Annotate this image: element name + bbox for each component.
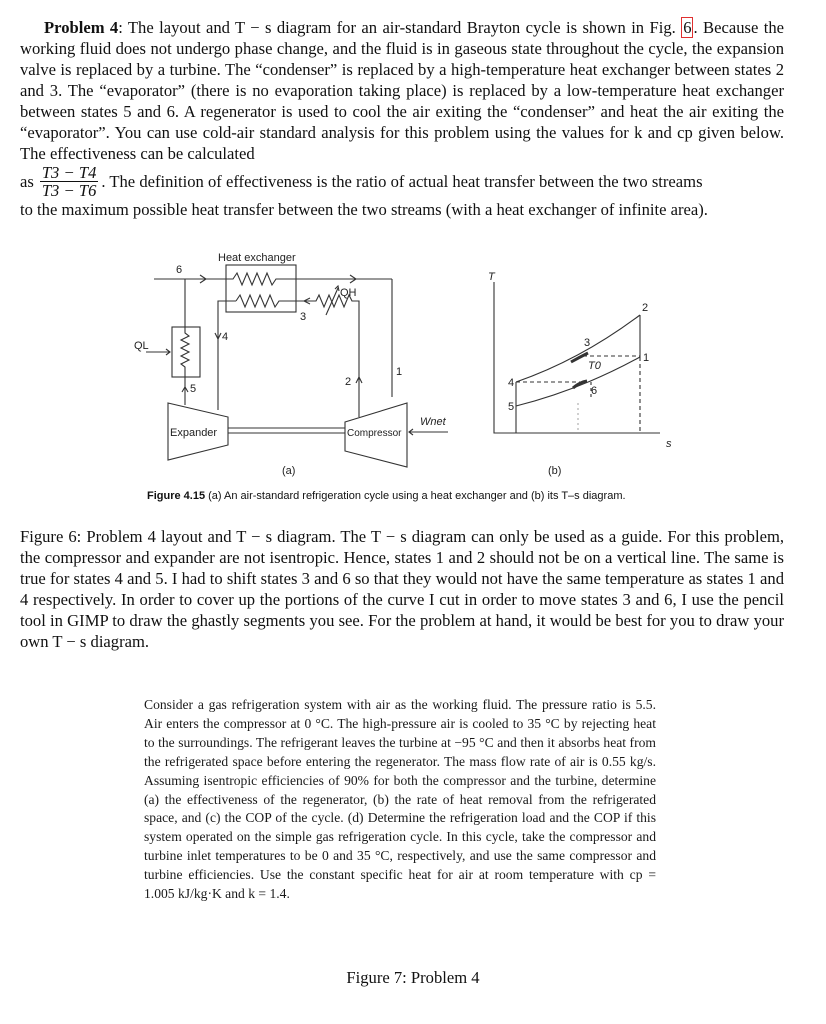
ts-low-pressure-curve	[516, 357, 640, 406]
panel-a-label: (a)	[282, 465, 296, 477]
shaft	[228, 428, 345, 433]
label-s-axis: s	[666, 438, 672, 450]
figure-6-link[interactable]: 6	[683, 18, 692, 37]
ts-state-5: 5	[508, 401, 515, 413]
intro-closing-line: to the maximum possible heat transfer between the two streams (with a heat exchanger of infinite area).	[20, 200, 708, 219]
label-state-5: 5	[190, 383, 197, 395]
label-state-6: 6	[176, 264, 183, 276]
label-expander: Expander	[170, 427, 218, 439]
intro-text-2: . Because the working fluid does not undergo phase change, and the fluid is in gaseous state throughout the cycle, the expansion valve is replaced by a turbine. The “condenser” is replaced by a high-temperature heat exchanger between states 2 and 3. The “evaporator” (there is no evaporation taking place) is replaced by a low-temperature heat exchanger between states 5 and 6. A regenerator is used to cool the air exiting the “condenser” and heat the air exiting the “evaporator”. You can use cold-air standard analysis for this problem using the values for k and cp given below. The effectiveness can be calculated	[20, 18, 784, 163]
caption-text: (a) An air-standard refrigeration cycle using a heat exchanger and (b) its T–s diagram.	[205, 490, 626, 502]
ts-t0-label: T0	[588, 360, 601, 372]
ts-state-4: 4	[508, 377, 515, 389]
effectiveness-formula-line	[20, 164, 784, 199]
intro-text-1: : The layout and T − s diagram for an air-standard Brayton cycle is shown in Fig.	[118, 18, 682, 37]
label-state-3: 3	[300, 311, 307, 323]
ts-state-3: 3	[584, 337, 591, 349]
label-state-4: 4	[222, 331, 229, 343]
label-heat-exchanger: Heat exchanger	[218, 252, 296, 264]
panel-b-label: (b)	[548, 465, 562, 477]
label-qh: QH	[340, 287, 357, 299]
problem-intro	[20, 17, 784, 220]
problem-intro-paragraph	[20, 17, 784, 164]
fraction-denominator: T3 − T6	[41, 181, 97, 200]
qh-coil	[306, 295, 359, 417]
ql-box	[172, 327, 200, 377]
problem-statement-text: Consider a gas refrigeration system with air as the working fluid. The pressure ratio is 5.5. Air enters the compressor at 0 °C. The high-pressure air is cooled to 35 °C by rejecting heat to the surroundings. The refrigerant leaves the turbine at −95 °C and then it absorbs heat from the refrigerated space before entering the regenerator. The mass flow rate of air is 0.55 kg/s. Assuming isentropic efficiencies of 90% for both the compressor and the turbine, determine (a) the effectiveness of the regenerator, (b) the rate of heat removal from the refrigerated space, and (c) the COP of the cycle. (d) Determine the refrigeration load and the COP if this system operated on the simple gas refrigeration cycle. In this cycle, take the compressor and turbine inlet temperatures to be 0 and 35 °C, respectively, and use the same compressor and turbine efficiencies. Use the constant specific heat for air at room temperature with cp = 1.005 kJ/kg·K and k = 1.4.	[144, 697, 656, 902]
label-t-axis: T	[488, 271, 495, 283]
label-state-1: 1	[396, 366, 403, 378]
ts-state-2: 2	[642, 302, 649, 314]
figure-6-caption-text: Figure 6: Problem 4 layout and T − s diagram. The T − s diagram can only be used as a guide. For this problem, the compressor and expander are not isentropic. Hence, states 1 and 2 should not be on a vertical line. The same is true for states 4 and 5. I had to shift states 3 and 6 so that they would not have the same temperature as states 1 and 4 respectively. In order to cover up the portions of the curve I cut in order to move states 3 and 6, I use the pencil tool in GIMP to draw the ghastly segments you see. For the problem at hand, it would be best for you to draw your own T − s diagram.	[20, 527, 784, 651]
caption-number: Figure 4.15	[147, 490, 206, 502]
cycle-diagram	[130, 245, 690, 490]
problem-heading: Problem 4	[44, 18, 119, 37]
effectiveness-fraction	[40, 164, 99, 199]
figure-6-caption	[20, 526, 784, 652]
figure-4-15	[130, 245, 690, 510]
label-wnet: Wnet	[420, 416, 446, 428]
ts-state-1: 1	[643, 352, 650, 364]
formula-suffix: . The definition of effectiveness is the ratio of actual heat transfer between the two streams	[101, 172, 703, 191]
fraction-numerator: T3 − T4	[41, 163, 97, 182]
problem-statement	[144, 696, 656, 904]
ts-state-6: 6	[591, 385, 598, 397]
figure-7-caption: Figure 7: Problem 4	[346, 968, 480, 987]
figure-4-15-caption	[147, 490, 707, 502]
heat-exchanger-box	[226, 265, 296, 312]
label-ql: QL	[134, 340, 149, 352]
formula-prefix: as	[20, 172, 34, 191]
ts-high-pressure-curve	[516, 315, 640, 382]
label-compressor: Compressor	[347, 428, 402, 439]
label-state-2: 2	[345, 376, 352, 388]
